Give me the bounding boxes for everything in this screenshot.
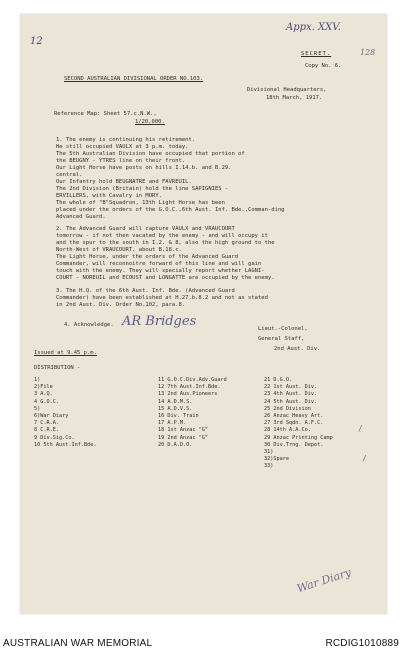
list-item: 4 G.O.C. — [34, 398, 59, 405]
footer-record-id: RCDIG1010889 — [325, 638, 399, 649]
text-line: Our Light Horse have posts on hills I.14.b. and B.29. — [56, 165, 232, 171]
list-item: 1) — [34, 377, 41, 383]
list-item: 16 Div. Train — [158, 413, 199, 420]
list-item: 8 C.R.E. — [34, 427, 59, 434]
list-item: 14 A.D.M.S. — [158, 398, 193, 405]
signatory-role: General Staff, — [258, 336, 305, 342]
pencil-mark: / — [358, 424, 363, 433]
hq-line: Divisional Headquarters, — [247, 87, 327, 93]
date-line: 18th March, 1917. — [266, 95, 323, 101]
list-item: 6)War Diary — [34, 413, 69, 420]
list-item: 12 7th Aust.Inf.Bde. — [158, 384, 221, 391]
archive-footer — [0, 622, 403, 654]
list-item: 13 2nd Aus.Pioneers — [158, 391, 218, 398]
list-item: 19 2nd Anzac "G" — [158, 434, 208, 441]
paragraph-3 — [56, 288, 268, 309]
text-line: tomorrow - if not then vacated by the enemy - and will occupy it — [56, 233, 268, 239]
issued-time: Issued at 9.45 p.m. — [34, 350, 97, 356]
list-item: 26 Anzac Heavy Art. — [264, 413, 324, 420]
list-item: 17 A.P.M. — [158, 420, 187, 427]
list-item: 31) — [264, 449, 274, 456]
pencil-mark: / — [362, 454, 367, 463]
handwritten-signature: AR Bridges — [122, 314, 197, 329]
page-number-annotation: 128 — [360, 48, 376, 57]
distribution-column-1 — [34, 377, 96, 449]
document-page — [20, 14, 387, 614]
text-line: The 5th Australian Division have occupied that portion of — [56, 151, 245, 157]
secret-label: SECRET. — [301, 51, 332, 57]
text-line: 2. The Advanced Guard will capture VAULX and VRAUCOURT — [56, 226, 235, 232]
list-item: 20 D.A.D.O. — [158, 441, 193, 448]
list-item: 27 3rd Sqdn. A.F.C. — [264, 420, 324, 427]
list-item: 2)File — [34, 384, 53, 391]
text-line: in 2nd Aust. Div. Order No.102, para.8. — [56, 302, 186, 308]
text-line: the BEUGNY - YTRES line on their front. — [56, 158, 186, 164]
list-item: 15 A.D.V.S. — [158, 405, 193, 412]
text-line: The 2nd Division (Britain) hold the line SAPIGNIES - — [56, 186, 229, 192]
text-line: Advanced Guard. — [56, 214, 106, 220]
war-diary-pencil-note: War Diary — [295, 565, 353, 596]
reference-scale: 1/20,000. — [135, 119, 165, 125]
copy-number: Copy No. 6. — [305, 63, 342, 69]
list-item: 30 Div.Trng. Depot. — [264, 441, 324, 448]
list-item: 3 A.Q. — [34, 391, 53, 398]
reference-map: Reference Map: Sheet 57.c.N.W., — [54, 111, 157, 117]
text-line: 1. The enemy is continuing his retirement. — [56, 137, 196, 143]
list-item: 24 5th Aust. Div. — [264, 398, 318, 405]
distribution-heading: DISTRIBUTION - — [34, 365, 81, 371]
text-line: placed under the orders of the G.O.C.,6th Aust. Inf. Bde.,Comman-ding — [56, 207, 285, 213]
signatory-rank: Lieut.-Colonel, — [258, 326, 308, 332]
text-line: Our Infantry hold BEUGNATRE and FAVREUIL. — [56, 179, 192, 185]
text-line: touch with the enemy. They will specially report whether LAGNI- — [56, 268, 265, 274]
text-line: Commander) have been established at H.27.b.8.2 and not as stated — [56, 295, 268, 301]
paragraph-1 — [56, 137, 284, 221]
corner-number-annotation: 12 — [30, 36, 43, 47]
list-item: 9 Div.Sig.Co. — [34, 434, 75, 441]
appendix-annotation: Appx. XXV. — [286, 22, 341, 33]
list-item: 33) — [264, 463, 274, 470]
list-item: 29 Anzac Printing Camp — [264, 434, 333, 441]
list-item: 25 2nd Division — [264, 405, 311, 412]
list-item: 18 1st Anzac "G" — [158, 427, 208, 434]
text-line: The whole of "B"Squadron, 13th Light Horse has been — [56, 200, 225, 206]
list-item: 5) — [34, 405, 41, 412]
text-line: 3. The H.Q. of the 6th Aust. Inf. Bde. (Advanced Guard — [56, 288, 235, 294]
list-item: 7 C.R.A. — [34, 420, 59, 427]
footer-archive-name: AUSTRALIAN WAR MEMORIAL — [3, 638, 153, 649]
text-line: COURT - NOREUIL and ECOUST and LONGATTE are occupied by the enemy. — [56, 275, 275, 281]
text-line: central. — [56, 172, 83, 178]
text-line: ERVILLERS, with Cavalry in MORY. — [56, 193, 162, 199]
list-item: 10 5th Aust.Inf.Bde. — [34, 441, 97, 448]
text-line: He still occupied VAULX at 3 p.m. today. — [56, 144, 189, 150]
text-line: North-West of VRAUCOURT, about B.18.c. — [56, 247, 182, 253]
text-line: and the spur to the south in I.2. & 8, also the high ground to the — [56, 240, 275, 246]
paragraph-2 — [56, 226, 275, 282]
list-item: 22 1st Aust. Div. — [264, 384, 318, 391]
text-line: The Light Horse, under the orders of the Advanced Guard — [56, 254, 239, 260]
distribution-column-2 — [158, 377, 227, 449]
list-item: 21 D.G.O. — [264, 377, 293, 383]
list-item: 11 G.O.C.Div.Adv.Guard — [158, 377, 227, 383]
signatory-unit: 2nd Aust. Div. — [274, 346, 321, 352]
text-line: Commander, will reconnoitre forward of this line and will gain — [56, 261, 262, 267]
distribution-column-3 — [264, 377, 333, 471]
list-item: 28 14th A.A.Co. — [264, 427, 311, 434]
order-title: SECOND AUSTRALIAN DIVISIONAL ORDER NO.103. — [64, 76, 204, 82]
acknowledge-line: 4. Acknowledge. — [64, 322, 114, 328]
list-item: 23 4th Aust. Div. — [264, 391, 318, 398]
list-item: 32)Spare — [264, 456, 289, 463]
